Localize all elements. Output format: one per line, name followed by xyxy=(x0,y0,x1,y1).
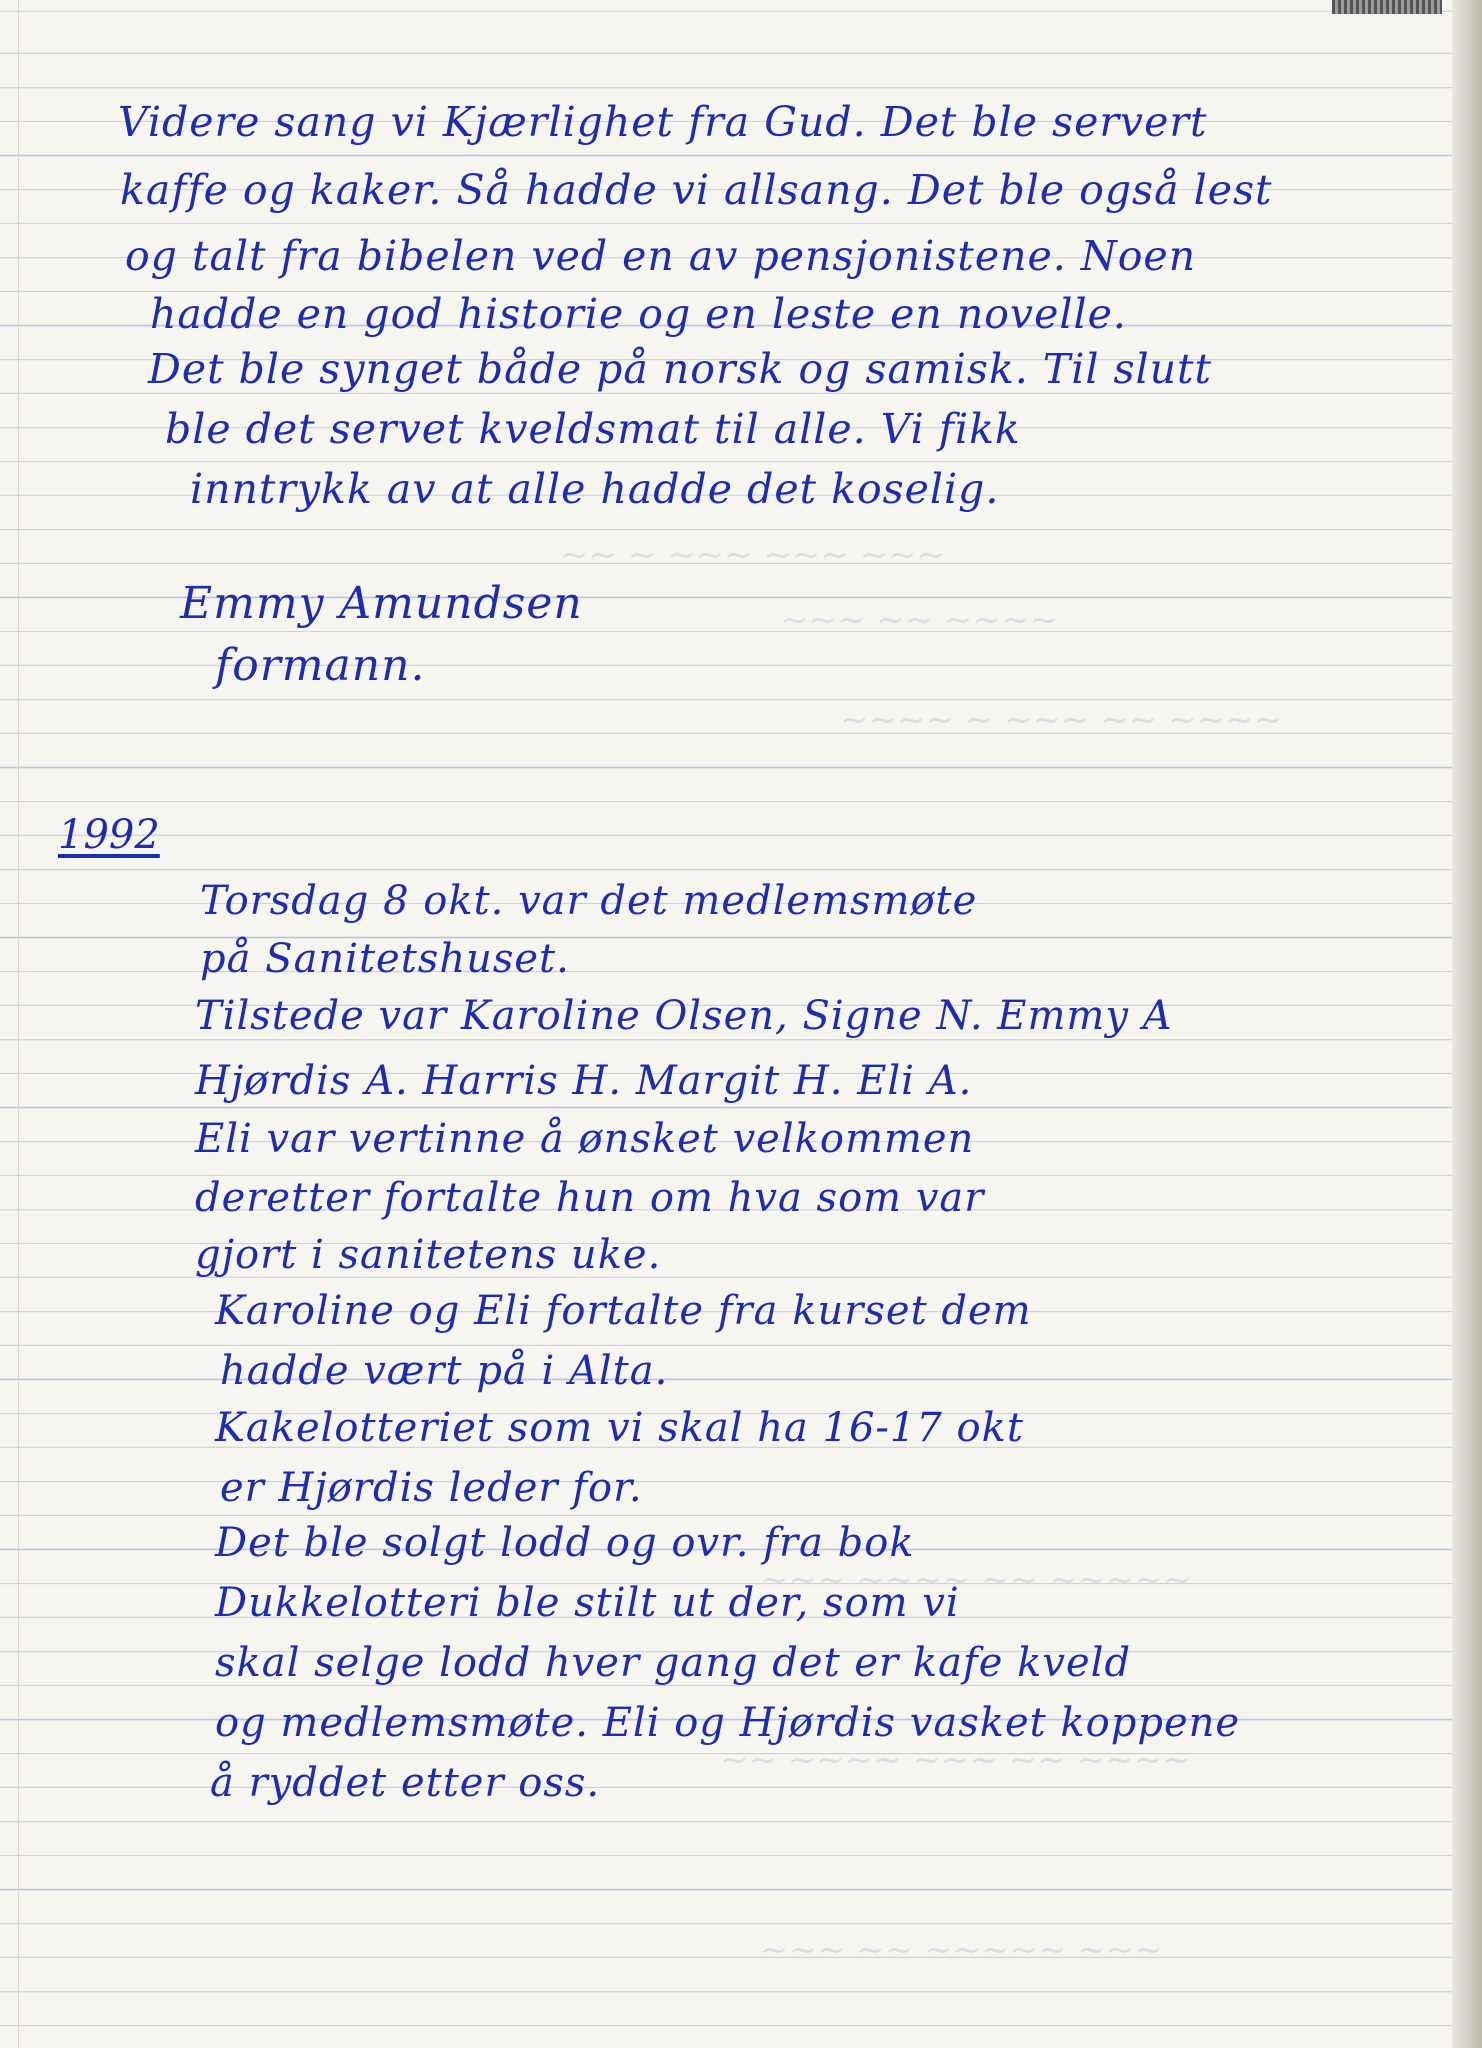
handwritten-line: deretter fortalte hun om hva som var xyxy=(195,1175,985,1221)
bleed-through-text: ~~~~ ~ ~~~ ~~ ~~~~ xyxy=(840,700,1283,740)
handwritten-line: skal selge lodd hver gang det er kafe kveld xyxy=(215,1640,1132,1686)
handwritten-line: Dukkelotteri ble stilt ut der, som vi xyxy=(215,1580,960,1626)
bleed-through-text: ~~~ ~~ ~~~~ xyxy=(780,600,1059,640)
handwritten-line: kaffe og kaker. Så hadde vi allsang. Det ble også lest xyxy=(120,166,1273,214)
handwritten-line: og medlemsmøte. Eli og Hjørdis vasket koppene xyxy=(215,1700,1241,1746)
handwritten-line: Hjørdis A. Harris H. Margit H. Eli A. xyxy=(195,1058,973,1104)
handwritten-line: Eli var vertinne å ønsket velkommen xyxy=(195,1116,975,1162)
bleed-through-text: ~~~ ~~ ~~~~~ ~~~ xyxy=(760,1930,1163,1970)
signature-title: formann. xyxy=(215,640,426,691)
handwritten-line: Torsdag 8 okt. var det medlemsmøte xyxy=(200,878,978,924)
year-heading: 1992 xyxy=(58,812,160,858)
handwritten-line: hadde vært på i Alta. xyxy=(220,1348,669,1394)
handwritten-line: Videre sang vi Kjærlighet fra Gud. Det ble servert xyxy=(118,98,1208,146)
signature-name: Emmy Amundsen xyxy=(180,578,583,629)
handwritten-line: Tilstede var Karoline Olsen, Signe N. Emmy A xyxy=(195,993,1173,1039)
handwritten-line: og talt fra bibelen ved en av pensjonistene. Noen xyxy=(125,232,1197,280)
handwritten-line: ble det servet kveldsmat til alle. Vi fikk xyxy=(165,405,1021,453)
handwritten-line: Karoline og Eli fortalte fra kurset dem xyxy=(215,1288,1032,1334)
handwritten-line: gjort i sanitetens uke. xyxy=(195,1232,662,1278)
notebook-binding xyxy=(1332,0,1442,14)
handwritten-line: hadde en god historie og en leste en novelle. xyxy=(150,290,1127,338)
handwritten-line: er Hjørdis leder for. xyxy=(220,1465,643,1511)
bleed-through-text: ~~ ~~~~ ~~~ ~~ ~~~~ xyxy=(720,1740,1191,1780)
page-margin-line xyxy=(18,0,19,2048)
handwritten-line: på Sanitetshuset. xyxy=(200,936,570,982)
handwritten-line: å ryddet etter oss. xyxy=(210,1760,601,1806)
bleed-through-text: ~~~ ~~~~ ~~ ~~~~~ xyxy=(760,1560,1192,1600)
handwritten-line: Det ble synget både på norsk og samisk. Til slutt xyxy=(148,345,1212,393)
bleed-through-text: ~~ ~ ~~~ ~~~ ~~~ xyxy=(560,535,946,575)
page-edge xyxy=(1452,0,1482,2048)
handwritten-line: inntrykk av at alle hadde det koselig. xyxy=(190,465,1000,513)
handwritten-line: Kakelotteriet som vi skal ha 16-17 okt xyxy=(215,1405,1024,1451)
handwritten-line: Det ble solgt lodd og ovr. fra bok xyxy=(215,1520,915,1566)
